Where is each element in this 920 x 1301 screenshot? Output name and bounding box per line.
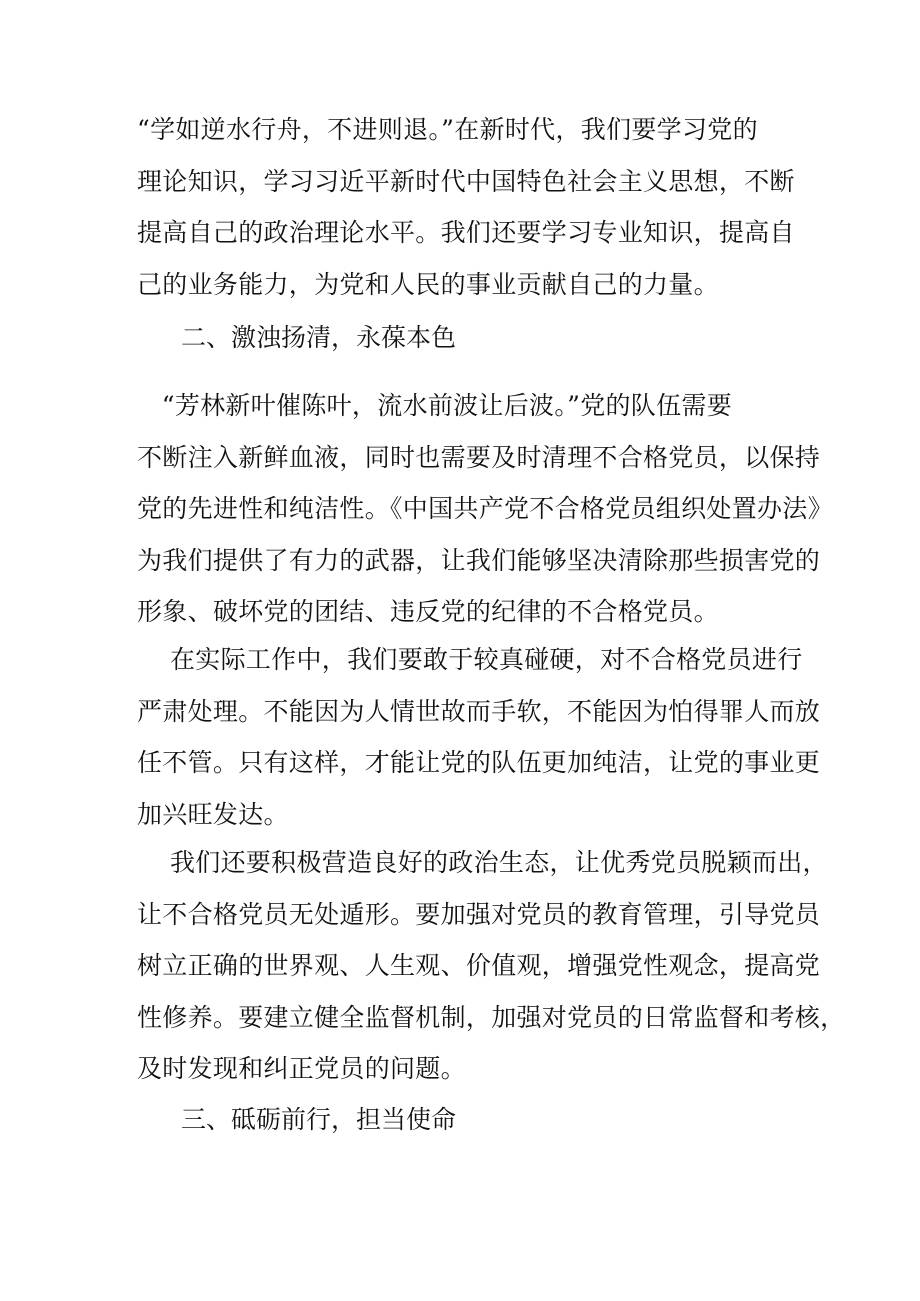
text-line: 形象、破坏党的团结、违反党的纪律的不合格党员。 [137,597,719,626]
text-line: 任不管。只有这样，才能让党的队伍更加纯洁，让党的事业更 [137,748,821,777]
text-line: 己的业务能力，为党和人民的事业贡献自己的力量。 [137,269,719,299]
text-line: 及时发现和纠正党员的问题。 [137,1054,466,1083]
text-line: 加兴旺发达。 [137,799,289,829]
text-line: 党的先进性和纯洁性。《中国共产党不合格党员组织处置办法》 [137,494,833,523]
text-line: 提高自己的政治理论水平。我们还要学习专业知识，提高自 [137,218,795,247]
text-line: 性修养。要建立健全监督机制，加强对党员的日常监督和考核， [137,1002,846,1032]
text-line: 为我们提供了有力的武器，让我们能够坚决清除那些损害党的 [137,545,821,575]
paragraph-study [137,104,797,310]
text-line: 不断注入新鲜血液，同时也需要及时清理不合格党员，以保持 [137,442,821,472]
paragraph-political-ecology [137,837,846,1095]
text-line: 严肃处理。不能因为人情世故而手软，不能因为怕得罪人而放 [137,696,821,726]
text-line: 理论知识，学习习近平新时代中国特色社会主义思想，不断 [137,166,795,196]
text-line: “学如逆水行舟，不进则退。”在新时代，我们要学习党的 [137,115,758,144]
text-line: 我们还要积极营造良好的政治生态，让优秀党员脱颖而出， [137,848,828,877]
section-heading-2: 二、激浊扬清，永葆本色 [181,323,457,352]
text-line: 树立正确的世界观、人生观、价值观，增强党性观念，提高党 [137,951,821,980]
text-line: 在实际工作中，我们要敢于较真碰硬，对不合格党员进行 [137,645,803,674]
text-line: “芳林新叶催陈叶，流水前波让后波。”党的队伍需要 [137,391,733,420]
text-line: 让不合格党员无处遁形。要加强对党员的教育管理，引导党员 [137,899,821,929]
paragraph-new-leaves [137,380,833,638]
section-heading-3: 三、砥砺前行，担当使命 [181,1105,457,1134]
paragraph-practical-work [137,634,821,840]
